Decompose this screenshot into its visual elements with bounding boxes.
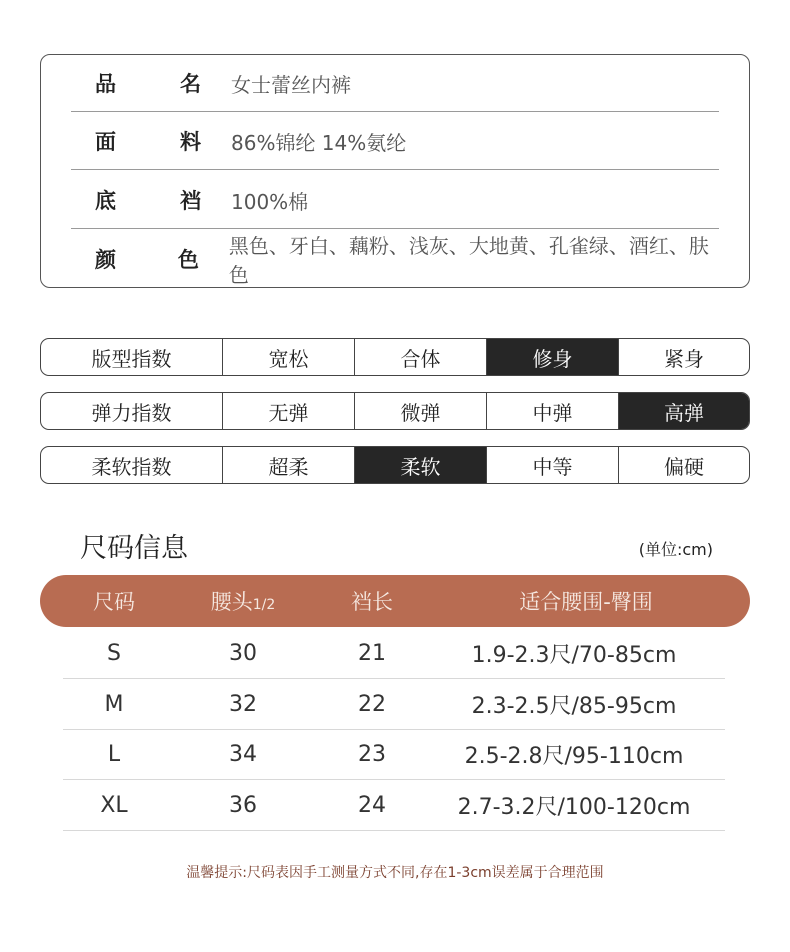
- fit-index-bar: [40, 338, 750, 376]
- table-row: [63, 679, 725, 730]
- header-waist: [188, 586, 298, 616]
- info-key: [71, 185, 231, 215]
- table-row: [63, 729, 725, 780]
- info-key-char: 底: [95, 189, 116, 213]
- info-value: 黑色、牙白、藕粉、浅灰、大地黄、孔雀绿、酒红、肤色: [228, 233, 709, 287]
- size-section-title: 尺码信息: [80, 533, 188, 564]
- size-table-header: [40, 575, 750, 627]
- info-key: [71, 68, 231, 98]
- cell-waist: 30: [229, 640, 257, 666]
- header-rise: 裆长: [351, 590, 393, 614]
- cell-fit: 2.3-2.5尺/85-95cm: [471, 693, 677, 719]
- index-option: 中弹: [486, 393, 618, 429]
- cell-rise: 22: [358, 691, 386, 717]
- header-waist-label: 腰头: [210, 590, 253, 614]
- cell-fit: 2.5-2.8尺/95-110cm: [464, 743, 684, 769]
- index-option: 紧身: [618, 339, 749, 375]
- header-size: 尺码: [93, 590, 135, 614]
- product-info-box: [40, 54, 750, 288]
- index-option: 宽松: [222, 339, 354, 375]
- index-label: 柔软指数: [91, 454, 172, 479]
- info-row-name: [71, 55, 719, 112]
- info-value: 86%锦纶 14%氨纶: [231, 130, 407, 155]
- index-option: 合体: [354, 339, 486, 375]
- info-key-char: 面: [95, 130, 116, 154]
- size-unit-label: (单位:cm): [638, 540, 713, 559]
- cell-size: M: [104, 691, 124, 717]
- index-option-selected: 柔软: [354, 447, 486, 483]
- info-key-char: 名: [180, 72, 201, 96]
- cell-fit: 1.9-2.3尺/70-85cm: [471, 642, 677, 668]
- info-key-char: 品: [95, 72, 116, 96]
- index-option: 超柔: [222, 447, 354, 483]
- cell-rise: 23: [358, 741, 386, 767]
- index-label: 弹力指数: [91, 400, 172, 425]
- header-fit: 适合腰围-臀围: [519, 590, 653, 614]
- cell-size: XL: [100, 792, 128, 818]
- index-label: 版型指数: [91, 346, 172, 371]
- index-option: 中等: [486, 447, 618, 483]
- info-key: [71, 126, 231, 156]
- cell-waist: 32: [229, 691, 257, 717]
- info-key-char: 颜: [95, 247, 116, 272]
- table-row: [63, 628, 725, 679]
- info-row-fabric: [71, 113, 719, 170]
- index-option: 偏硬: [618, 447, 749, 483]
- info-row-color: [71, 230, 719, 287]
- cell-fit: 2.7-3.2尺/100-120cm: [457, 794, 691, 820]
- info-key-char: 料: [180, 130, 201, 154]
- elasticity-index-bar: [40, 392, 750, 430]
- info-key-char: 色: [177, 247, 199, 272]
- cell-size: S: [107, 640, 121, 666]
- info-key: [71, 244, 229, 274]
- info-value: 女士蕾丝内裤: [231, 72, 351, 97]
- index-option-selected: 修身: [486, 339, 618, 375]
- header-waist-suffix: 1/2: [252, 597, 276, 613]
- index-option-selected: 高弹: [618, 393, 749, 429]
- index-option: 微弹: [354, 393, 486, 429]
- cell-size: L: [107, 741, 121, 767]
- cell-waist: 34: [229, 741, 257, 767]
- info-key-char: 裆: [180, 189, 201, 213]
- index-option: 无弹: [222, 393, 354, 429]
- table-row: [63, 780, 725, 831]
- cell-waist: 36: [229, 792, 257, 818]
- cell-rise: 21: [358, 640, 386, 666]
- info-value: 100%棉: [231, 189, 309, 214]
- info-row-crotch: [71, 172, 719, 229]
- cell-rise: 24: [358, 792, 386, 818]
- softness-index-bar: [40, 446, 750, 484]
- measurement-note: 温馨提示:尺码表因手工测量方式不同,存在1-3cm误差属于合理范围: [186, 865, 604, 881]
